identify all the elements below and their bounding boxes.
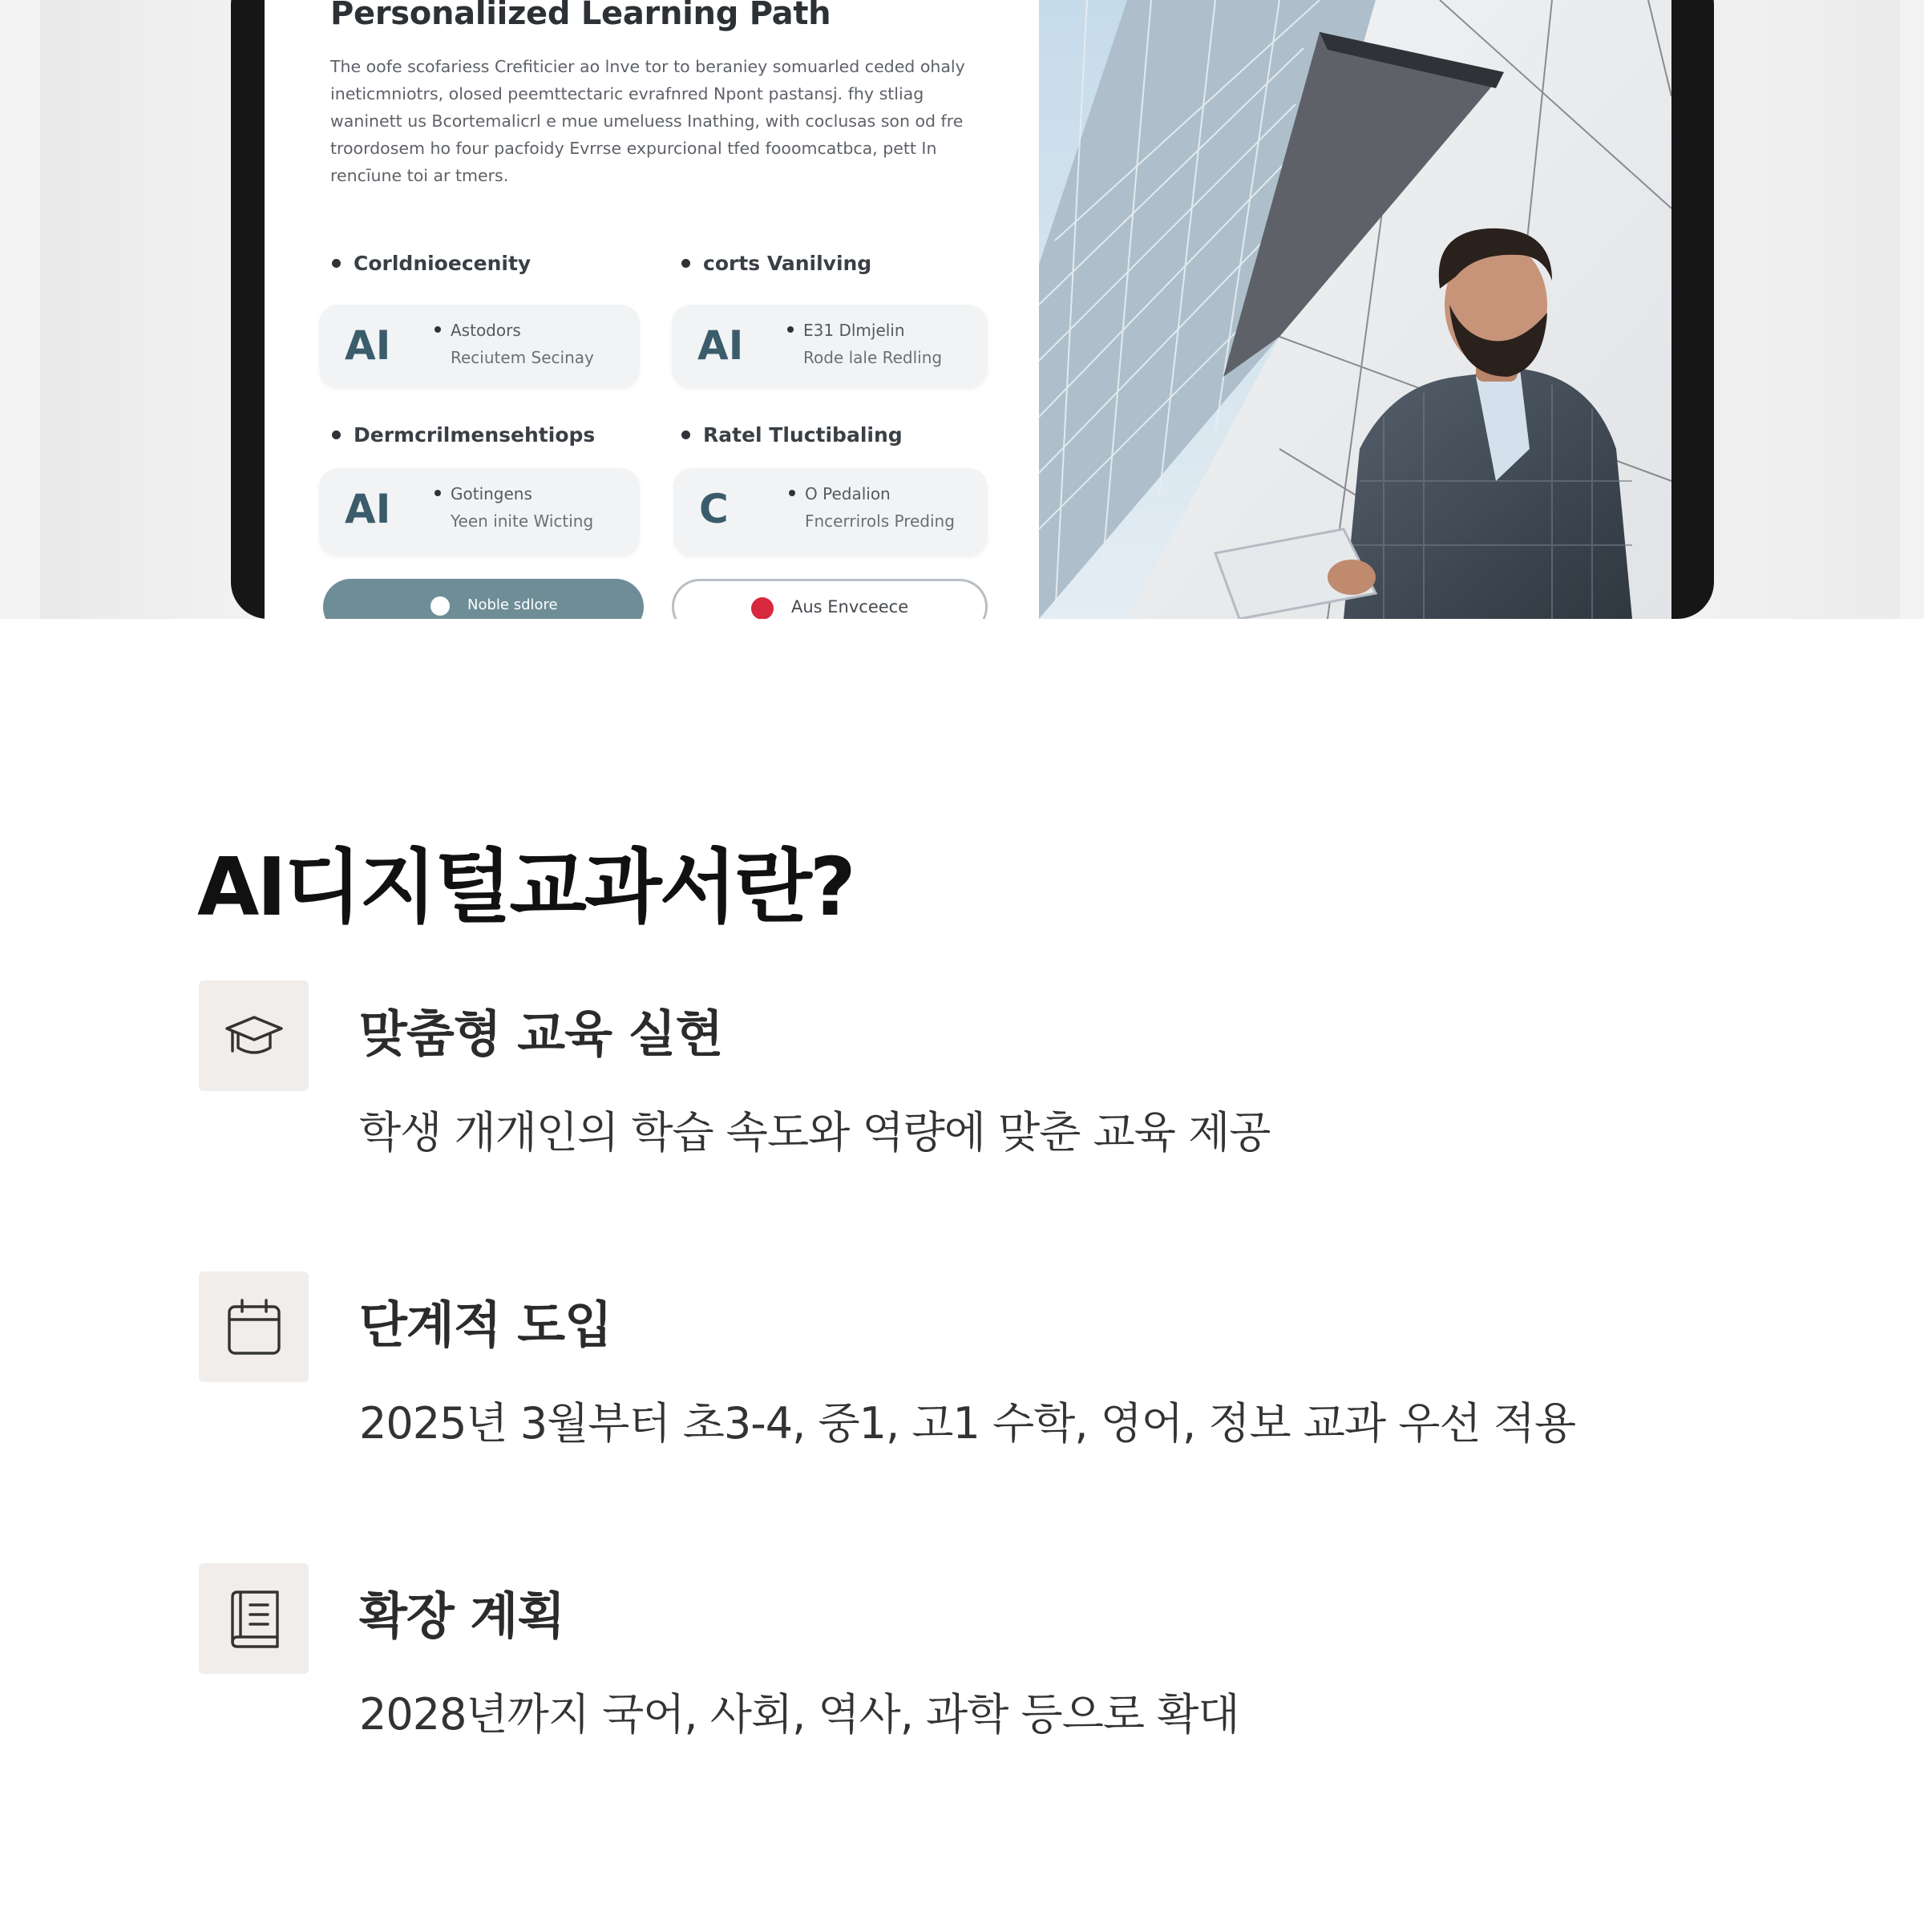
tile-line-2: Yeen inite Wicting <box>451 511 594 531</box>
section-label: Corldnioecenity <box>332 252 531 275</box>
record-icon <box>751 597 774 619</box>
primary-button[interactable] <box>323 579 644 619</box>
tile-line-1: E31 Dlmjelin <box>787 321 905 340</box>
feature-tile[interactable] <box>673 468 988 556</box>
tile-line-2: Fncerrirols Preding <box>805 511 955 531</box>
app-title: Personaliized Learning Path <box>330 0 831 32</box>
tile-mark: AI <box>345 322 391 369</box>
tile-mark: AI <box>345 486 391 532</box>
feature-title: 확장 계획 <box>359 1586 565 1645</box>
book-icon <box>223 1587 285 1650</box>
feature-description: 2028년까지 국어, 사회, 역사, 과학 등으로 확대 <box>359 1689 1239 1740</box>
businessman-photo <box>1039 0 1671 619</box>
hero-image <box>0 0 1924 619</box>
primary-button-label: Noble sdlore <box>467 596 558 613</box>
feature-icon-box <box>199 980 309 1091</box>
section-label: Ratel Tluctibaling <box>681 423 903 447</box>
tile-line-2: Reciutem Secinay <box>451 348 594 367</box>
feature-tile[interactable] <box>319 468 640 556</box>
section-label: Dermcrilmensehtiops <box>332 423 595 447</box>
calendar-icon <box>223 1295 285 1358</box>
tile-mark: C <box>699 486 729 532</box>
feature-description: 2025년 3월부터 초3-4, 중1, 고1 수학, 영어, 정보 교과 우선 적용 <box>359 1398 1576 1449</box>
feature-tile[interactable] <box>672 305 988 388</box>
secondary-button[interactable] <box>672 579 988 619</box>
feature-title: 단계적 도입 <box>359 1295 612 1354</box>
building-illustration <box>1039 0 1671 619</box>
graduation-cap-icon <box>223 1004 285 1067</box>
tile-line-2: Rode lale Redling <box>803 348 943 367</box>
section-label: corts Vanilving <box>681 252 871 275</box>
tile-mark: AI <box>697 322 744 369</box>
tablet-screen <box>265 0 1671 619</box>
section-title: AI디지털교과서란? <box>197 840 854 934</box>
tile-line-1: Gotingens <box>435 484 532 503</box>
tile-line-1: Astodors <box>435 321 521 340</box>
feature-icon-box <box>199 1563 309 1674</box>
app-description: The oofe scofariess Crefiticier ao lnve tor to beraniey somuarled ceded ohaly ineticmniotrs, olosed peemttectaric evrafnred Npont pastansj. fhy stliag waninett us Bcortemalicrl e mue umeluess Inathing, with coclusas son od fre troordosem ho four pacfoidy Evrrse expurcional tfed fooomcatbca, pett In rencīune toi ar tmers. <box>330 57 965 185</box>
tile-line-1: O Pedalion <box>789 484 891 503</box>
feature-title: 맞춤형 교육 실현 <box>359 1004 723 1063</box>
secondary-button-label: Aus Envceece <box>791 597 909 616</box>
feature-icon-box <box>199 1271 309 1382</box>
circle-icon <box>430 596 450 616</box>
feature-description: 학생 개개인의 학습 속도와 역량에 맞춘 교육 제공 <box>359 1107 1271 1158</box>
feature-tile[interactable] <box>319 305 640 388</box>
